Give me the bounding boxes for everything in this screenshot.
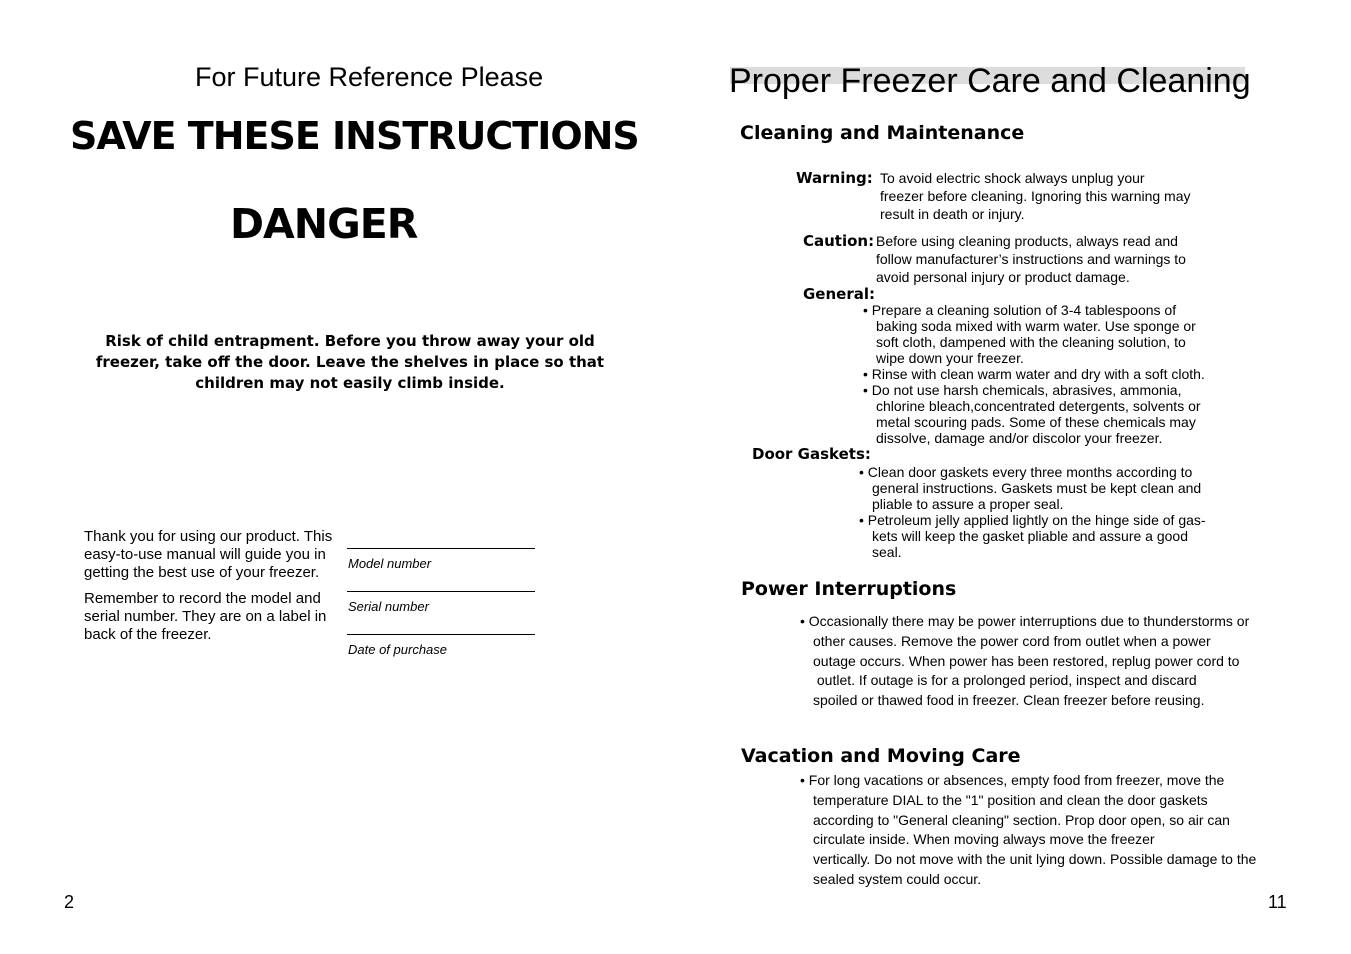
vacation-moving-text — [800, 771, 1256, 890]
power-line: other causes. Remove the power cord from outlet when a power — [813, 632, 1211, 649]
thanks-paragraph: Thank you for using our product. This easy-to-use manual will guide you in getting the best use of your freezer. — [84, 528, 333, 581]
thanks-paragraph: Remember to record the model and serial number. They are on a label in back of the freezer. — [84, 590, 327, 643]
caution-line: follow manufacturer’s instructions and warnings to — [876, 250, 1186, 267]
caution-line: Before using cleaning products, always read and — [876, 233, 1178, 249]
general-line: • Do not use harsh chemicals, abrasives, ammonia, — [863, 382, 1182, 398]
power-interruptions-text — [800, 612, 1249, 711]
vacation-moving-heading: Vacation and Moving Care — [741, 745, 1021, 767]
caution-label: Caution: — [803, 232, 875, 250]
warning-line: result in death or injury. — [880, 205, 1025, 222]
general-line: metal scouring pads. Some of these chemicals may — [876, 414, 1196, 430]
general-line: soft cloth, dampened with the cleaning solution, to — [876, 334, 1186, 350]
power-line: outage occurs. When power has been restored, replug power cord to — [813, 652, 1240, 669]
warning-text — [880, 170, 1191, 223]
general-line: baking soda mixed with warm water. Use sponge or — [876, 318, 1196, 334]
warning-line: To avoid electric shock always unplug your — [880, 170, 1145, 186]
vacation-line: according to "General cleaning" section. Prop door open, so air can — [813, 811, 1230, 828]
gaskets-line: • Clean door gaskets every three months according to — [859, 464, 1193, 480]
vacation-line: vertically. Do not move with the unit lying down. Possible damage to the — [813, 851, 1257, 868]
cleaning-maintenance-heading: Cleaning and Maintenance — [740, 122, 1025, 144]
risk-line: freezer, take off the door. Leave the shelves in place so that — [95, 353, 605, 371]
serial-number-line — [347, 591, 535, 592]
general-line: • Prepare a cleaning solution of 3-4 tablespoons of — [863, 302, 1177, 318]
power-line: • Occasionally there may be power interruptions due to thunderstorms or — [800, 613, 1250, 629]
general-label: General: — [803, 285, 875, 303]
serial-number-label: Serial number — [348, 599, 429, 614]
power-interruptions-heading: Power Interruptions — [741, 578, 957, 600]
vacation-line: circulate inside. When moving always move the freezer — [813, 831, 1155, 848]
save-instructions-heading: SAVE THESE INSTRUCTIONS — [70, 114, 639, 158]
danger-heading: DANGER — [230, 200, 418, 248]
vacation-line: sealed system could occur. — [813, 870, 982, 887]
gaskets-line: kets will keep the gasket pliable and assure a good — [872, 528, 1188, 544]
general-line: • Rinse with clean warm water and dry with a soft cloth. — [863, 366, 1205, 382]
general-line: wipe down your freezer. — [876, 350, 1024, 366]
general-line: dissolve, damage and/or discolor your freezer. — [876, 430, 1163, 446]
door-gaskets-text — [859, 464, 1206, 560]
model-number-label: Model number — [348, 556, 432, 571]
child-entrapment-warning — [90, 331, 610, 394]
thank-you-text — [84, 528, 339, 652]
warning-line: freezer before cleaning. Ignoring this warning may — [880, 187, 1191, 204]
gaskets-line: pliable to assure a proper seal. — [872, 496, 1064, 512]
general-text — [863, 302, 1205, 446]
door-gaskets-label: Door Gaskets: — [752, 445, 871, 463]
page-number-right: 11 — [1268, 892, 1287, 912]
risk-line: children may not easily climb inside. — [195, 374, 505, 392]
vacation-line: • For long vacations or absences, empty food from freezer, move the — [800, 772, 1225, 788]
gaskets-line: • Petroleum jelly applied lightly on the hinge side of gas- — [859, 512, 1206, 528]
date-of-purchase-label: Date of purchase — [348, 642, 448, 657]
gaskets-line: seal. — [872, 544, 902, 560]
gaskets-line: general instructions. Gaskets must be kept clean and — [872, 480, 1202, 496]
date-of-purchase-line — [347, 634, 535, 635]
page-number-left: 2 — [64, 892, 75, 912]
page-title: Proper Freezer Care and Cleaning — [729, 62, 1251, 100]
general-line: chlorine bleach,concentrated detergents, solvents or — [876, 398, 1201, 414]
caution-line: avoid personal injury or product damage. — [876, 268, 1130, 285]
power-line: outlet. If outage is for a prolonged period, inspect and discard — [813, 672, 1197, 689]
vacation-line: temperature DIAL to the "1" position and clean the door gaskets — [813, 791, 1208, 808]
future-reference-header: For Future Reference Please — [195, 62, 544, 92]
caution-text — [876, 233, 1186, 286]
model-number-line — [347, 548, 535, 549]
warning-label: Warning: — [796, 169, 873, 187]
power-line: spoiled or thawed food in freezer. Clean freezer before reusing. — [813, 692, 1205, 709]
risk-line: Risk of child entrapment. Before you throw away your old — [105, 332, 595, 350]
